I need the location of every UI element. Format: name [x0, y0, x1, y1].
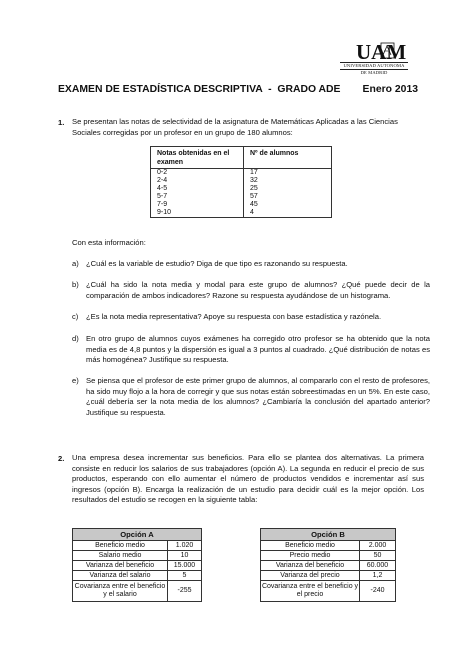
grade-range-cell: 2-4 — [151, 177, 244, 185]
option-b-table — [260, 528, 396, 602]
option-text: Se piensa que el profesor de este primer grupo de alumnos, al compararlo con el resto de profesores, ha sido muy flojo a la hora de corregir y que sus notas están sobreestimadas en un 5%. En este caso, ¿cuál debería ser la nota media de los alumnos? ¿Cambiaría la conclusión del apartado anterior? Justifique su respuesta. — [86, 376, 430, 417]
table-row — [73, 551, 202, 561]
table-row — [73, 581, 202, 602]
stat-value-cell: 2.000 — [360, 541, 396, 551]
grade-range-cell: 5-7 — [151, 193, 244, 201]
option-letter: c) — [72, 312, 79, 321]
student-count-cell: 45 — [244, 201, 332, 209]
table-row — [151, 177, 332, 185]
question-2-number: 2. — [58, 454, 65, 463]
stat-value-cell: -255 — [168, 581, 202, 602]
logo-caption — [340, 62, 408, 75]
option-letter: e) — [72, 376, 79, 385]
option-b-title: Opción B — [261, 529, 396, 541]
student-count-cell: 25 — [244, 185, 332, 193]
table-row — [261, 551, 396, 561]
stat-value-cell: 1,2 — [360, 571, 396, 581]
stat-value-cell: 10 — [168, 551, 202, 561]
university-logo — [340, 40, 408, 78]
option-text: ¿Cuál es la variable de estudio? Diga de que tipo es razonando su respuesta. — [86, 259, 348, 268]
stat-value-cell: 50 — [360, 551, 396, 561]
option-letter: b) — [72, 280, 79, 289]
exam-title: EXAMEN DE ESTADÍSTICA DESCRIPTIVA - GRADO ADE — [58, 84, 341, 95]
uam-logo-icon — [354, 40, 407, 64]
grade-range-cell: 0-2 — [151, 169, 244, 178]
table-row — [151, 169, 332, 178]
grades-col-header-score: Notas obtenidas en el examen — [151, 147, 244, 169]
stat-label-cell: Covarianza entre el beneficio y el salario — [73, 581, 168, 602]
question-1-number: 1. — [58, 118, 65, 127]
table-row — [261, 571, 396, 581]
option-b-header-row — [261, 529, 396, 541]
option-text: ¿Es la nota media representativa? Apoye su respuesta con base estadística y razónela. — [86, 312, 382, 321]
option-text: En otro grupo de alumnos cuyos exámenes ha corregido otro profesor se ha obtenido que la nota media es de 4,8 puntos y la dispersión es igual a 3 puntos al cuadrado. ¿Qué distribución de notas es más homogénea? Justifique su respuesta. — [86, 334, 430, 365]
grade-range-cell: 7-9 — [151, 201, 244, 209]
student-count-cell: 32 — [244, 177, 332, 185]
stat-label-cell: Covarianza entre el beneficio y el precio — [261, 581, 360, 602]
svg-text:UAM: UAM — [356, 40, 407, 64]
logo-line-1: UNIVERSIDAD AUTONOMA — [340, 62, 408, 70]
stat-value-cell: 15.000 — [168, 561, 202, 571]
stat-label-cell: Varianza del beneficio — [261, 561, 360, 571]
exam-heading — [58, 84, 418, 95]
grades-table — [150, 146, 332, 218]
student-count-cell: 4 — [244, 209, 332, 218]
student-count-cell: 17 — [244, 169, 332, 178]
option-a-header-row — [73, 529, 202, 541]
grade-range-cell: 4-5 — [151, 185, 244, 193]
exam-date: Enero 2013 — [362, 84, 418, 95]
stat-label-cell: Varianza del salario — [73, 571, 168, 581]
option-letter: a) — [72, 259, 79, 268]
grades-col-header-count: Nº de alumnos — [244, 147, 332, 169]
table-row — [261, 561, 396, 571]
table-row — [261, 541, 396, 551]
stat-value-cell: -240 — [360, 581, 396, 602]
table-row — [151, 193, 332, 201]
stat-label-cell: Precio medio — [261, 551, 360, 561]
table-row — [151, 201, 332, 209]
option-a-title: Opción A — [73, 529, 202, 541]
table-row — [151, 209, 332, 218]
grades-table-header — [151, 147, 332, 169]
table-row — [73, 571, 202, 581]
stat-label-cell: Varianza del precio — [261, 571, 360, 581]
question-1-lead: Con esta información: — [72, 238, 146, 247]
table-row — [261, 581, 396, 602]
grade-range-cell: 9-10 — [151, 209, 244, 218]
option-text: ¿Cuál ha sido la nota media y modal para este grupo de alumnos? ¿Qué puede decir de la comparación de ambos indicadores? Razone su respuesta ayudándose de un histograma. — [86, 280, 430, 300]
table-row — [73, 561, 202, 571]
question-2-intro: Una empresa desea incrementar sus beneficios. Para ello se plantea dos alternativas. La primera consiste en reducir los salarios de sus trabajadores (opción A). La segunda en reducir el precio de sus productos, esperando con ello aumentar el número de productos vendidos e incrementar así sus ingresos (opción B). Encarga la realización de un estudio para decidir cuál es la mejor opción. Los resultados del estudio se recogen en la siguiente tabla: — [72, 453, 424, 505]
stat-label-cell: Varianza del beneficio — [73, 561, 168, 571]
student-count-cell: 57 — [244, 193, 332, 201]
table-row — [73, 541, 202, 551]
stat-value-cell: 1.020 — [168, 541, 202, 551]
stat-label-cell: Beneficio medio — [73, 541, 168, 551]
stat-value-cell: 60.000 — [360, 561, 396, 571]
question-1-intro: Se presentan las notas de selectividad de la asignatura de Matemáticas Aplicadas a las Ciencias Sociales corregidas por un profesor en un grupo de 180 alumnos: — [72, 117, 398, 137]
logo-line-2: DE MADRID — [360, 69, 388, 75]
stat-label-cell: Beneficio medio — [261, 541, 360, 551]
stat-value-cell: 5 — [168, 571, 202, 581]
option-a-table — [72, 528, 202, 602]
option-letter: d) — [72, 334, 79, 343]
stat-label-cell: Salario medio — [73, 551, 168, 561]
table-row — [151, 185, 332, 193]
